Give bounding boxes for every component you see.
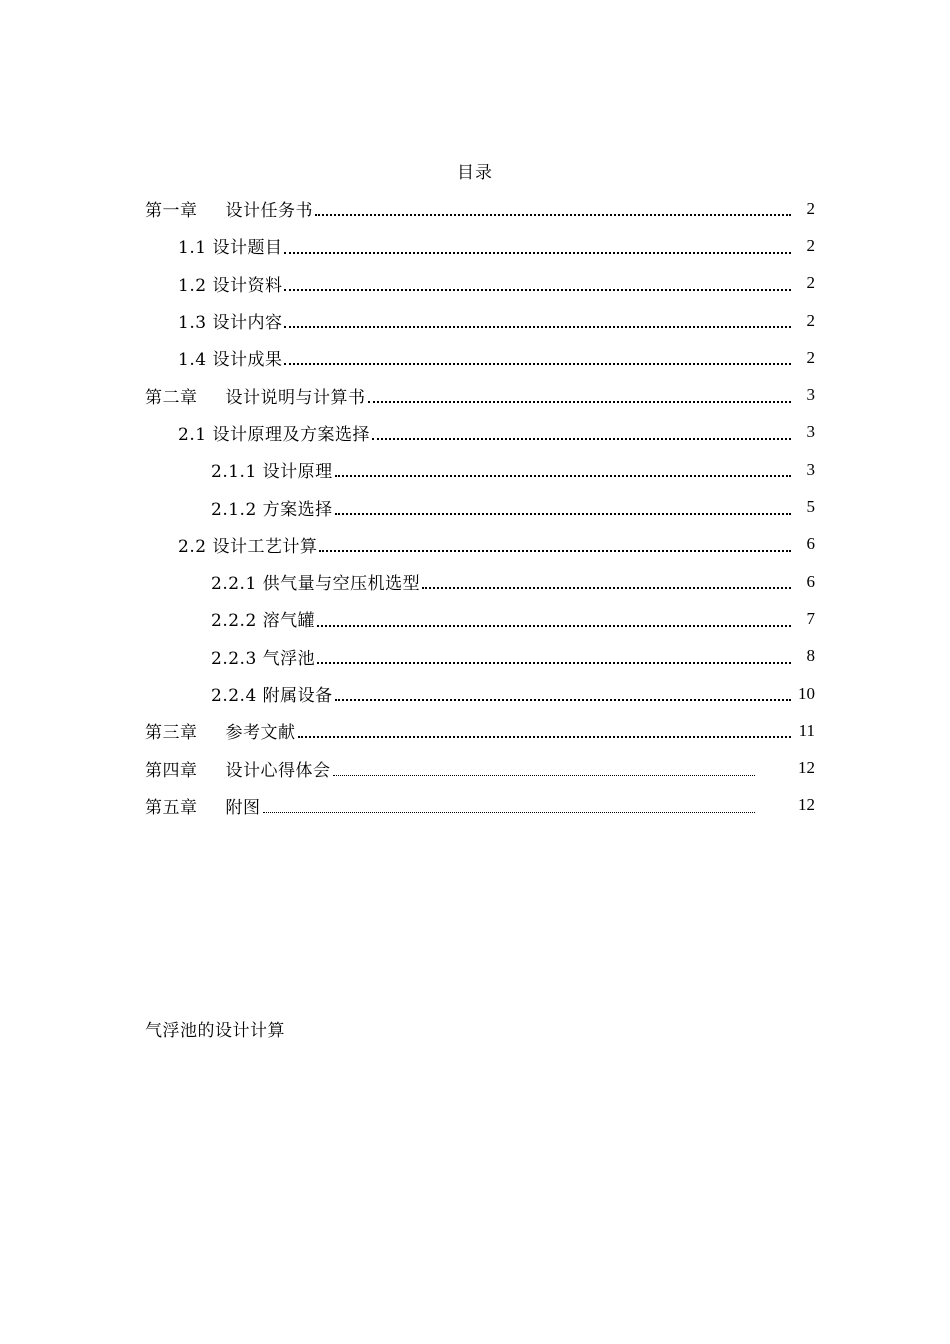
toc-dot-leader: [317, 661, 791, 664]
toc-page-number: 7: [806, 608, 815, 628]
toc-page-number: 6: [806, 534, 815, 554]
toc-dot-leader: [284, 325, 791, 328]
toc-entry-label: [145, 718, 296, 743]
toc-entry-title: 设计说明与计算书: [225, 387, 366, 408]
toc-entry-label: [178, 233, 282, 258]
toc-chapter-number: 第四章: [145, 760, 198, 781]
toc-entry-title: 附图: [225, 797, 261, 818]
toc-page-number: 2: [806, 310, 815, 330]
toc-entry-label: [178, 308, 282, 333]
toc-entry-label: [178, 271, 282, 296]
toc-page-number: 10: [798, 683, 815, 703]
toc-chapter-number: 第五章: [145, 797, 198, 818]
toc-entry[interactable]: [145, 675, 815, 712]
toc-entry-label: [211, 495, 333, 520]
toc-entry-label: [145, 756, 331, 781]
toc-entry-title: 参考文献: [225, 723, 296, 744]
toc-page-number: 12: [798, 758, 815, 778]
toc-page-number: 11: [798, 720, 815, 740]
toc-entry-label: [145, 196, 313, 221]
toc-entry-title: 2.1 设计原理及方案选择: [178, 424, 370, 445]
toc-page-number: 12: [798, 795, 815, 815]
toc-entry[interactable]: [145, 600, 815, 637]
toc-entry[interactable]: [145, 451, 815, 488]
toc-entry[interactable]: [145, 787, 815, 824]
toc-page-number: 6: [806, 571, 815, 591]
toc-entry[interactable]: [145, 749, 815, 786]
toc-title: 目录: [457, 163, 493, 183]
toc-page-number: 3: [806, 459, 815, 479]
toc-dot-leader: [422, 586, 791, 589]
toc-entry-title: 2.1.1 设计原理: [211, 462, 333, 483]
toc-page-number: 2: [806, 198, 815, 218]
toc-entry-title: 1.1 设计题目: [178, 238, 283, 259]
toc-page-number: 2: [806, 347, 815, 367]
toc-entry[interactable]: [145, 302, 815, 339]
toc-entry-label: [211, 644, 315, 669]
section-heading: 气浮池的设计计算: [145, 1021, 285, 1041]
toc-entry-title: 2.1.2 方案选择: [211, 499, 333, 520]
toc-dot-leader: [298, 735, 792, 738]
toc-entry-label: [178, 420, 370, 445]
toc-entry-title: 设计心得体会: [225, 760, 331, 781]
toc-entry-title: 2.2.3 气浮池: [211, 648, 316, 669]
toc-entry-title: 1.3 设计内容: [178, 313, 283, 334]
toc-entry[interactable]: [145, 376, 815, 413]
toc-entry[interactable]: [145, 265, 815, 302]
toc-page-number: 8: [806, 646, 815, 666]
toc-entry[interactable]: [145, 563, 815, 600]
toc-dot-leader: [335, 698, 791, 701]
toc-page-number: 2: [806, 273, 815, 293]
toc-dot-leader: [284, 288, 791, 291]
toc-dot-leader: [333, 774, 756, 776]
toc-page-number: 5: [806, 497, 815, 517]
toc-entry[interactable]: [145, 712, 815, 749]
toc-chapter-number: 第二章: [145, 387, 198, 408]
toc-dot-leader: [335, 512, 791, 515]
toc-entry-title: 2.2 设计工艺计算: [178, 536, 318, 557]
toc-entry[interactable]: [145, 339, 815, 376]
toc-entry[interactable]: [145, 488, 815, 525]
toc-entry[interactable]: [145, 227, 815, 264]
toc-dot-leader: [284, 251, 791, 254]
toc-dot-leader: [317, 624, 791, 627]
toc-entry-label: [178, 345, 282, 370]
toc-dot-leader: [315, 213, 791, 216]
toc-entry[interactable]: [145, 526, 815, 563]
toc-chapter-number: 第一章: [145, 201, 198, 222]
toc-dot-leader: [368, 400, 792, 403]
toc-dot-leader: [335, 474, 791, 477]
toc-dot-leader: [372, 437, 791, 440]
toc-entry-label: [211, 569, 420, 594]
toc-entry[interactable]: [145, 190, 815, 227]
toc-page-number: 3: [806, 422, 815, 442]
toc-entry[interactable]: [145, 638, 815, 675]
toc-page-number: 3: [806, 385, 815, 405]
toc-entry-title: 1.4 设计成果: [178, 350, 283, 371]
toc-entry-label: [211, 681, 333, 706]
toc-entry-title: 2.2.1 供气量与空压机选型: [211, 574, 421, 595]
toc-entry-label: [145, 793, 261, 818]
toc-chapter-number: 第三章: [145, 723, 198, 744]
toc-entry-label: [211, 606, 315, 631]
toc-dot-leader: [263, 811, 756, 813]
toc-entry-title: 2.2.2 溶气罐: [211, 611, 316, 632]
table-of-contents: [145, 190, 815, 824]
toc-dot-leader: [319, 549, 791, 552]
toc-entry[interactable]: [145, 414, 815, 451]
toc-entry-label: [211, 457, 333, 482]
toc-page-number: 2: [806, 235, 815, 255]
toc-entry-label: [178, 532, 317, 557]
toc-entry-title: 1.2 设计资料: [178, 275, 283, 296]
toc-entry-title: 设计任务书: [225, 201, 313, 222]
toc-entry-label: [145, 383, 366, 408]
toc-entry-title: 2.2.4 附属设备: [211, 686, 333, 706]
toc-dot-leader: [284, 362, 791, 365]
